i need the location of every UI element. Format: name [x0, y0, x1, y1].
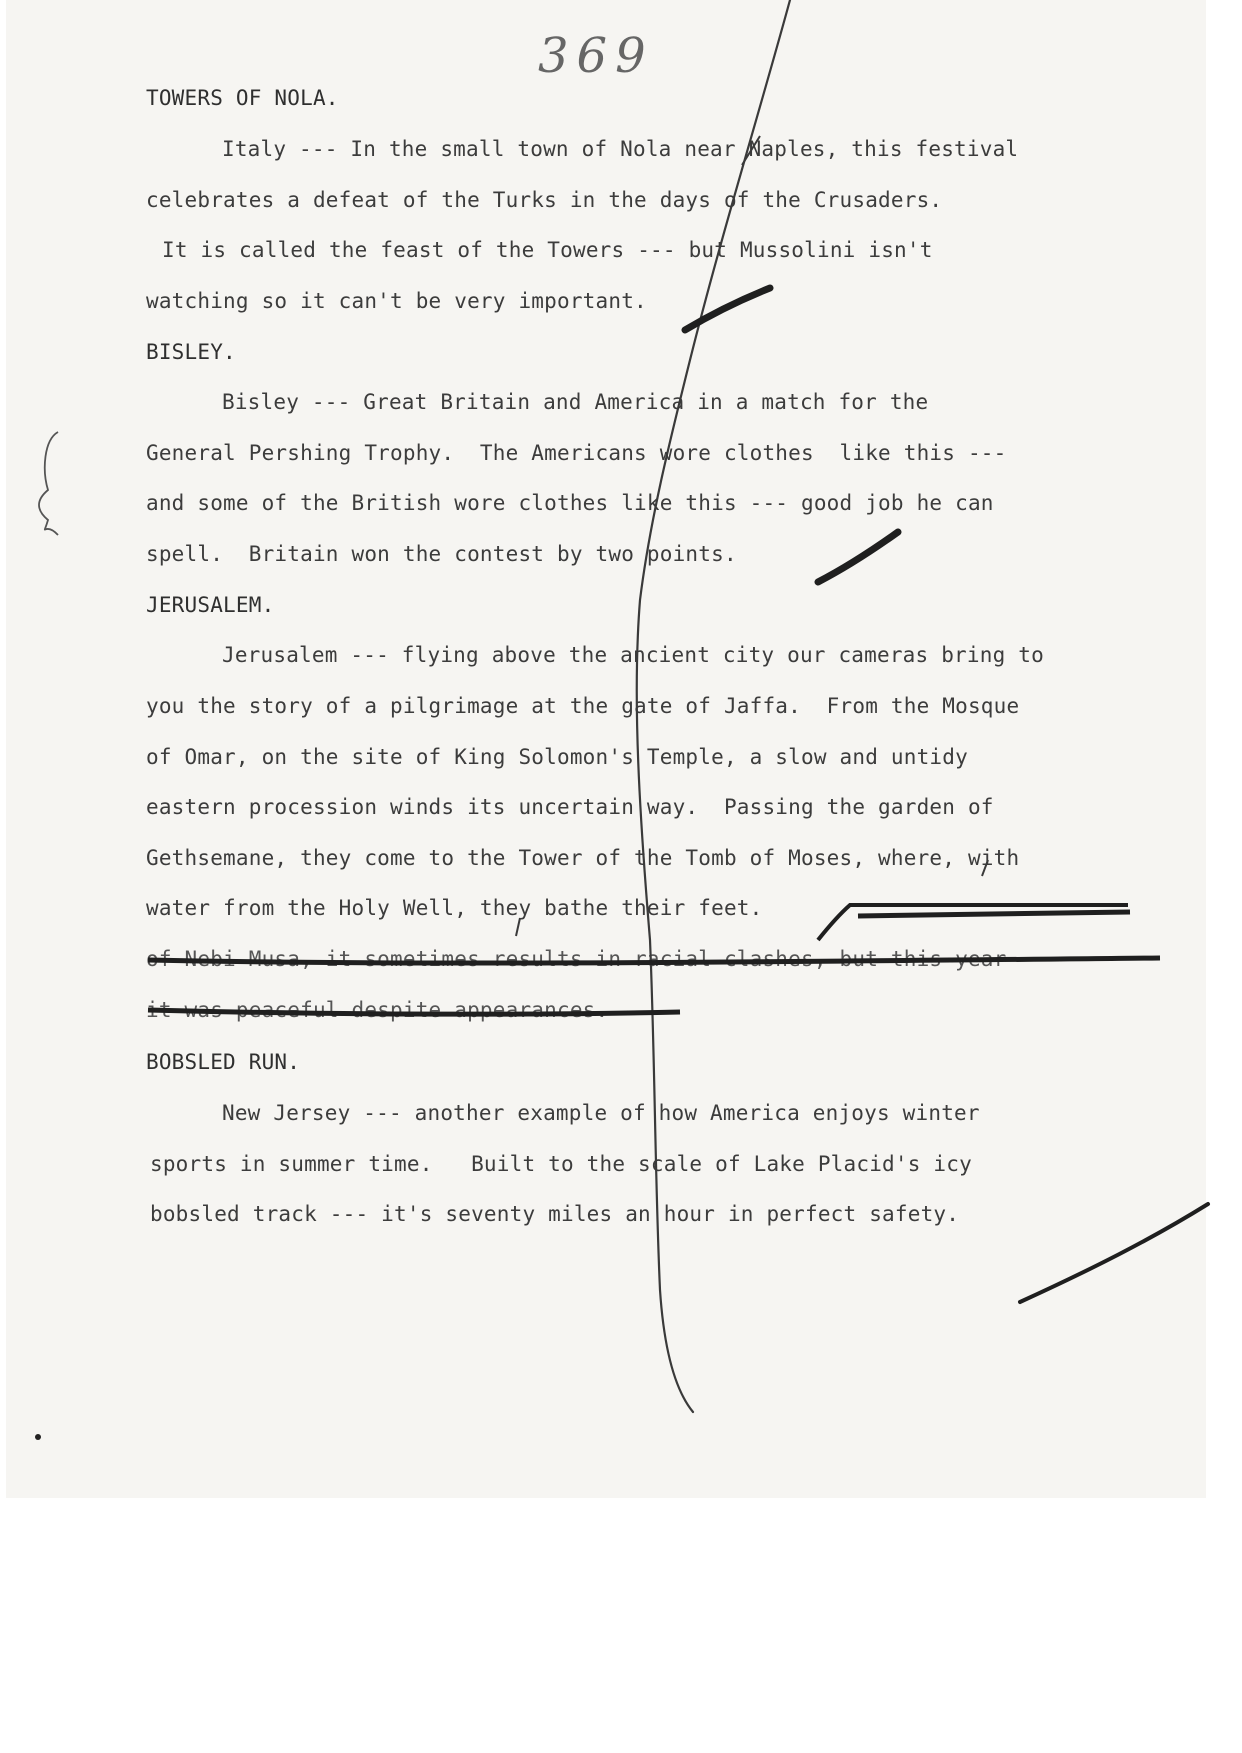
text-line: It is called the feast of the Towers --- but Mussolini isn't	[162, 238, 933, 262]
struck-text-line: it was peaceful despite appearances.	[146, 998, 609, 1022]
heading-bisley: BISLEY.	[146, 340, 236, 364]
handwritten-page-number: 369	[538, 28, 654, 84]
text-line: eastern procession winds its uncertain way. Passing the garden of	[146, 795, 994, 819]
text-line: bobsled track --- it's seventy miles an hour in perfect safety.	[150, 1202, 960, 1226]
text-line: you the story of a pilgrimage at the gate of Jaffa. From the Mosque	[146, 694, 1020, 718]
text-line: Bisley --- Great Britain and America in a match for the	[222, 390, 929, 414]
text-line: Jerusalem --- flying above the ancient city our cameras bring to	[222, 643, 1044, 667]
heading-jerusalem: JERUSALEM.	[146, 593, 275, 617]
text-line: General Pershing Trophy. The Americans wore clothes like this ---	[146, 441, 1007, 465]
text-line: watching so it can't be very important.	[146, 289, 647, 313]
text-line: of Omar, on the site of King Solomon's Temple, a slow and untidy	[146, 745, 968, 769]
text-line: Gethsemane, they come to the Tower of the Tomb of Moses, where, with	[146, 846, 1020, 870]
struck-text-line: of Nebi Musa, it sometimes results in racial clashes, but this year	[146, 947, 1007, 971]
text-line: sports in summer time. Built to the scale of Lake Placid's icy	[150, 1152, 972, 1176]
text-line: New Jersey --- another example of how America enjoys winter	[222, 1101, 980, 1125]
text-line: and some of the British wore clothes like this --- good job he can	[146, 491, 994, 515]
text-line: water from the Holy Well, they bathe their feet.	[146, 896, 763, 920]
text-line: celebrates a defeat of the Turks in the days of the Crusaders.	[146, 188, 943, 212]
heading-bobsled-run: BOBSLED RUN.	[146, 1050, 301, 1074]
text-line: spell. Britain won the contest by two points.	[146, 542, 737, 566]
text-line: Italy --- In the small town of Nola near Naples, this festival	[222, 137, 1019, 161]
background-below-sheet	[0, 1498, 1242, 1753]
heading-towers-of-nola: TOWERS OF NOLA.	[146, 86, 339, 110]
